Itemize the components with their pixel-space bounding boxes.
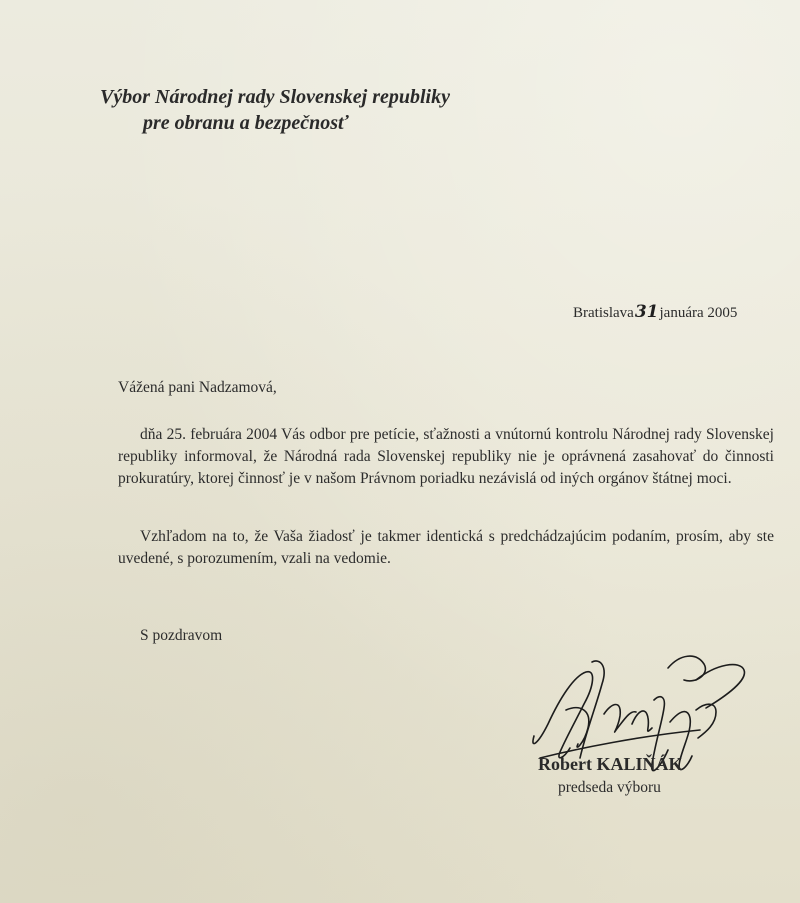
signer-role: predseda výboru [558, 779, 661, 796]
letterhead [100, 84, 450, 136]
signer-name: Robert KALIŇÁK [538, 754, 683, 774]
date-month-year: januára 2005 [659, 305, 738, 321]
handwritten-signature [520, 640, 760, 800]
letterhead-line-1: Výbor Národnej rady Slovenskej republiky [100, 86, 450, 108]
closing-greeting: S pozdravom [140, 627, 223, 644]
letter-date [573, 302, 737, 322]
letterhead-line-2: pre obranu a bezpečnosť [143, 112, 349, 134]
date-day-handwritten: 31 [634, 302, 659, 322]
date-place: Bratislava [573, 305, 634, 321]
salutation: Vážená pani Nadzamová, [118, 379, 277, 396]
body-paragraph-1: dňa 25. februára 2004 Vás odbor pre petície, sťažnosti a vnútornú kontrolu Národnej rady Slovenskej republiky informoval, že Národná rada Slovenskej republiky nie je oprávnená zasahovať do činnosti prokuratúry, ktorej činnosť je v našom Právnom poriadku nezávislá od iných orgánov štátnej moci. [118, 426, 774, 487]
body-paragraph-2: Vzhľadom na to, že Vaša žiadosť je takmer identická s predchádzajúcim podaním, prosím, aby ste uvedené, s porozumením, vzali na vedomie. [118, 528, 774, 567]
